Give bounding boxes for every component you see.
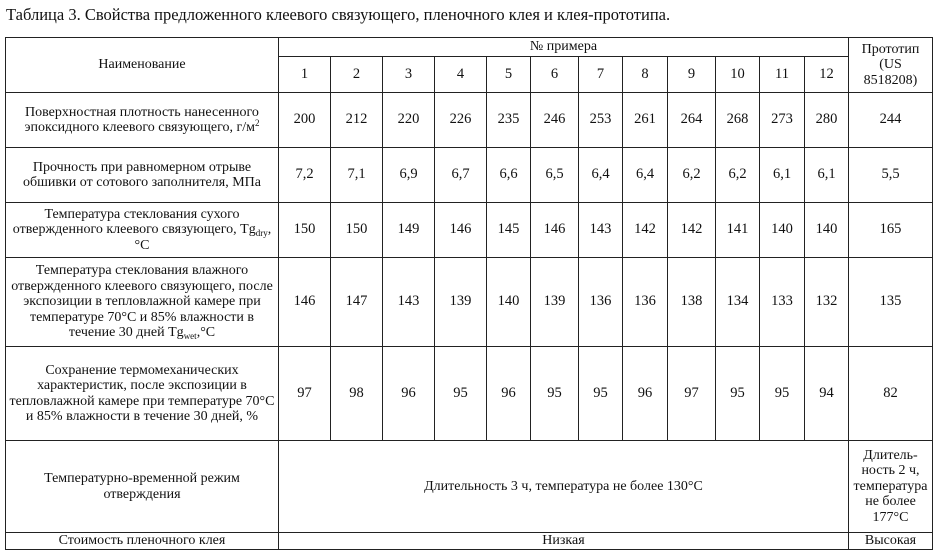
row-name-text: Температура стеклования влажного отвержденного клеевого связующего, после экспозиции в тепловлажной камере при температуре 70°C и 85% влажности в течение 30 дней Tg bbox=[11, 263, 273, 341]
table-row bbox=[6, 203, 933, 258]
row-name bbox=[6, 93, 279, 148]
cure-regime-prototype: Длитель-ность 2 ч, температура не более 177°C bbox=[849, 441, 933, 533]
cure-regime-value: Длительность 3 ч, температура не более 130°C bbox=[279, 441, 849, 533]
value-cell: 6,6 bbox=[487, 148, 531, 203]
row-name bbox=[6, 148, 279, 203]
examples-header: № примера bbox=[279, 38, 849, 57]
prototype-value-cell: 5,5 bbox=[849, 148, 933, 203]
row-name bbox=[6, 347, 279, 441]
value-cell: 264 bbox=[668, 93, 716, 148]
value-cell: 142 bbox=[623, 203, 668, 258]
value-cell: 96 bbox=[383, 347, 435, 441]
row-name bbox=[6, 203, 279, 258]
value-cell: 95 bbox=[435, 347, 487, 441]
value-cell: 134 bbox=[716, 258, 760, 347]
value-cell: 145 bbox=[487, 203, 531, 258]
value-cell: 7,1 bbox=[331, 148, 383, 203]
value-cell: 6,5 bbox=[531, 148, 579, 203]
value-cell: 235 bbox=[487, 93, 531, 148]
row-name-subscript: dry bbox=[255, 228, 268, 239]
value-cell: 97 bbox=[279, 347, 331, 441]
value-cell: 95 bbox=[579, 347, 623, 441]
example-number-3: 3 bbox=[383, 57, 435, 93]
table-row bbox=[6, 347, 933, 441]
value-cell: 6,4 bbox=[623, 148, 668, 203]
row-name-text: Прочность при равномерном отрыве обшивки от сотового заполнителя, МПа bbox=[23, 159, 261, 190]
value-cell: 280 bbox=[805, 93, 849, 148]
table-row bbox=[6, 93, 933, 148]
table-row bbox=[6, 258, 933, 347]
value-cell: 200 bbox=[279, 93, 331, 148]
value-cell: 6,7 bbox=[435, 148, 487, 203]
value-cell: 136 bbox=[579, 258, 623, 347]
row-name-text: Поверхностная плотность нанесенного эпоксидного клеевого связующего, г/м bbox=[24, 104, 259, 135]
example-number-10: 10 bbox=[716, 57, 760, 93]
cure-regime-row bbox=[6, 441, 933, 533]
row-name bbox=[6, 258, 279, 347]
example-number-2: 2 bbox=[331, 57, 383, 93]
value-cell: 6,9 bbox=[383, 148, 435, 203]
value-cell: 143 bbox=[383, 258, 435, 347]
table-row bbox=[6, 148, 933, 203]
value-cell: 96 bbox=[487, 347, 531, 441]
row-name-text: Сохранение термомеханических характеристик, после экспозиции в тепловлажной камере при температуре 70°C и 85% влажности в течение 30 дней, % bbox=[9, 362, 275, 424]
value-cell: 6,1 bbox=[760, 148, 805, 203]
value-cell: 136 bbox=[623, 258, 668, 347]
value-cell: 95 bbox=[716, 347, 760, 441]
example-number-8: 8 bbox=[623, 57, 668, 93]
prototype-value-cell: 82 bbox=[849, 347, 933, 441]
value-cell: 246 bbox=[531, 93, 579, 148]
value-cell: 220 bbox=[383, 93, 435, 148]
cost-name: Стоимость пленочного клея bbox=[6, 533, 279, 550]
value-cell: 253 bbox=[579, 93, 623, 148]
value-cell: 6,2 bbox=[668, 148, 716, 203]
value-cell: 212 bbox=[331, 93, 383, 148]
example-number-11: 11 bbox=[760, 57, 805, 93]
value-cell: 132 bbox=[805, 258, 849, 347]
example-number-7: 7 bbox=[579, 57, 623, 93]
example-number-4: 4 bbox=[435, 57, 487, 93]
example-number-1: 1 bbox=[279, 57, 331, 93]
value-cell: 95 bbox=[760, 347, 805, 441]
properties-table bbox=[5, 37, 933, 550]
value-cell: 273 bbox=[760, 93, 805, 148]
prototype-value-cell: 135 bbox=[849, 258, 933, 347]
cost-prototype: Высокая bbox=[849, 533, 933, 550]
value-cell: 140 bbox=[760, 203, 805, 258]
header-row-top bbox=[6, 38, 933, 57]
value-cell: 226 bbox=[435, 93, 487, 148]
value-cell: 141 bbox=[716, 203, 760, 258]
row-name-subscript: wet bbox=[183, 331, 197, 342]
cost-value: Низкая bbox=[279, 533, 849, 550]
value-cell: 146 bbox=[279, 258, 331, 347]
prototype-value-cell: 165 bbox=[849, 203, 933, 258]
row-name-superscript: 2 bbox=[254, 118, 260, 128]
value-cell: 98 bbox=[331, 347, 383, 441]
value-cell: 146 bbox=[435, 203, 487, 258]
cure-regime-name: Температурно-временной режим отверждения bbox=[6, 441, 279, 533]
value-cell: 95 bbox=[531, 347, 579, 441]
row-name-unit: ,°C bbox=[196, 325, 216, 341]
cost-row bbox=[6, 533, 933, 550]
prototype-header: Прототип (US 8518208) bbox=[849, 38, 933, 93]
row-name-text: Температура стеклования сухого отвержденного клеевого связующего, Tg bbox=[12, 206, 256, 238]
value-cell: 94 bbox=[805, 347, 849, 441]
example-number-12: 12 bbox=[805, 57, 849, 93]
value-cell: 7,2 bbox=[279, 148, 331, 203]
value-cell: 149 bbox=[383, 203, 435, 258]
value-cell: 261 bbox=[623, 93, 668, 148]
value-cell: 139 bbox=[435, 258, 487, 347]
value-cell: 6,2 bbox=[716, 148, 760, 203]
value-cell: 146 bbox=[531, 203, 579, 258]
value-cell: 140 bbox=[805, 203, 849, 258]
value-cell: 268 bbox=[716, 93, 760, 148]
value-cell: 97 bbox=[668, 347, 716, 441]
value-cell: 147 bbox=[331, 258, 383, 347]
value-cell: 140 bbox=[487, 258, 531, 347]
value-cell: 6,4 bbox=[579, 148, 623, 203]
example-number-6: 6 bbox=[531, 57, 579, 93]
value-cell: 143 bbox=[579, 203, 623, 258]
value-cell: 142 bbox=[668, 203, 716, 258]
value-cell: 6,1 bbox=[805, 148, 849, 203]
example-number-5: 5 bbox=[487, 57, 531, 93]
example-number-9: 9 bbox=[668, 57, 716, 93]
prototype-value-cell: 244 bbox=[849, 93, 933, 148]
row-name-unit: ,°C bbox=[134, 222, 272, 253]
value-cell: 133 bbox=[760, 258, 805, 347]
value-cell: 138 bbox=[668, 258, 716, 347]
value-cell: 150 bbox=[331, 203, 383, 258]
table-caption: Таблица 3. Свойства предложенного клеевого связующего, пленочного клея и клея-прототипа. bbox=[6, 5, 671, 24]
value-cell: 150 bbox=[279, 203, 331, 258]
value-cell: 96 bbox=[623, 347, 668, 441]
name-header: Наименование bbox=[6, 38, 279, 93]
value-cell: 139 bbox=[531, 258, 579, 347]
